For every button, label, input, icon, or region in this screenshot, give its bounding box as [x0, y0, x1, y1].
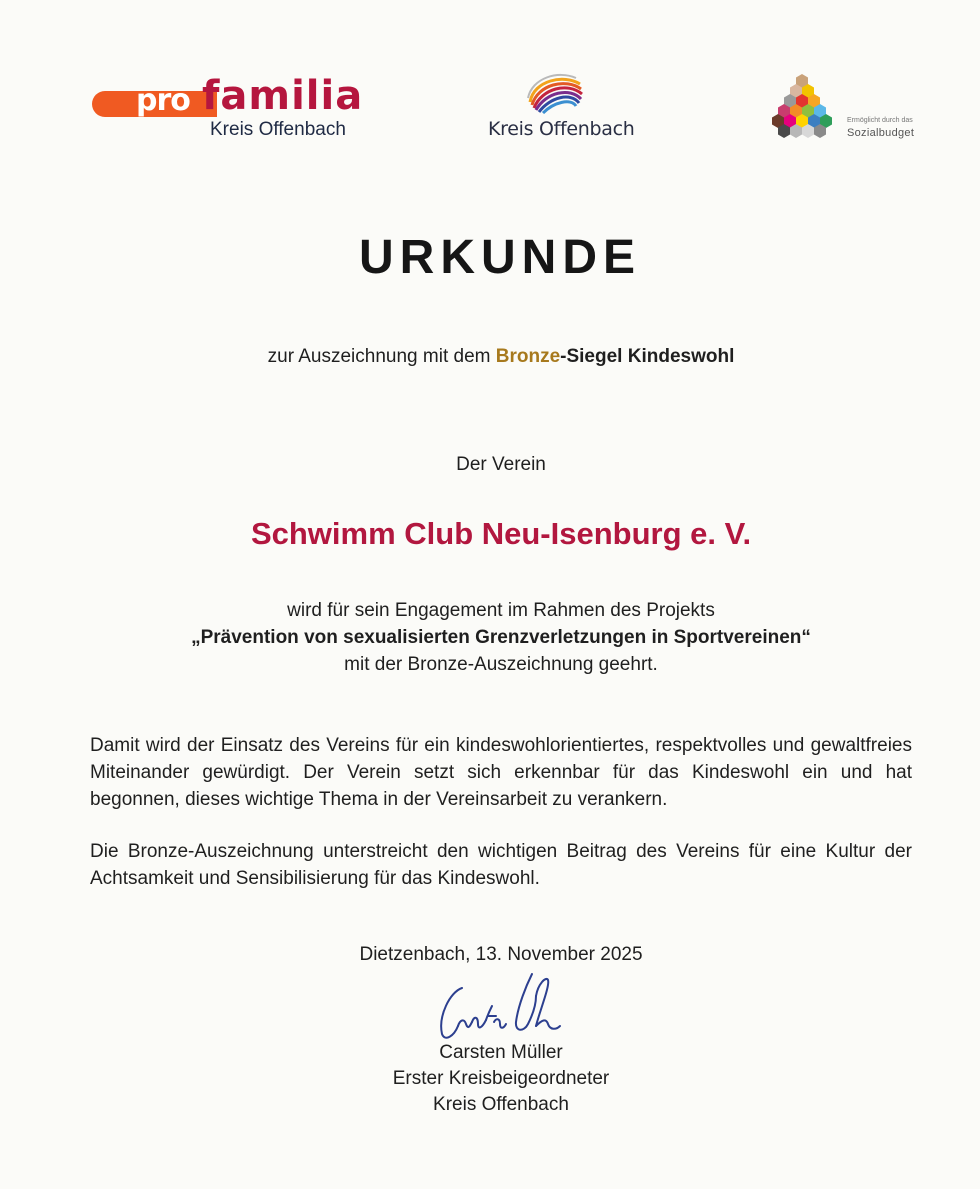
profamilia-logo-familia: familia [202, 73, 364, 119]
paragraph-1: Damit wird der Einsatz des Vereins für ein kindeswohlorientiertes, respektvolles und gewaltfreies Miteinander gewürdigt. Der Verein setzt sich erkennbar für das Kindeswohl ein und hat begonnen, dieses wichtige Thema in der Vereinsarbeit zu verankern. [90, 735, 912, 810]
kreis-offenbach-logo [480, 72, 640, 144]
project-statement [0, 597, 980, 678]
club-name: Schwimm Club Neu-Isenburg e. V. [250, 516, 752, 551]
subtitle-suffix: -Siegel Kindeswohl [560, 346, 735, 367]
certificate-subtitle [0, 346, 980, 368]
sozialbudget-hexagon-icon [772, 72, 844, 140]
profamilia-logo [92, 73, 382, 142]
certificate-title: URKUNDE [359, 231, 641, 284]
kreis-offenbach-swirl-icon [524, 72, 586, 114]
project-line-3: mit der Bronze-Auszeichnung geehrt. [344, 654, 658, 675]
profamilia-logo-subtitle: Kreis Offenbach [210, 119, 346, 140]
project-line-1: wird für sein Engagement im Rahmen des Projekts [287, 600, 715, 621]
sozialbudget-logo [772, 72, 932, 144]
paragraph-2: Die Bronze-Auszeichnung unterstreicht den wichtigen Beitrag des Vereins für eine Kultur der Achtsamkeit und Sensibilisierung für das Kindeswohl. [90, 841, 912, 889]
verein-label: Der Verein [456, 454, 546, 475]
signatory-name: Carsten Müller [439, 1042, 563, 1063]
signature [432, 966, 572, 1046]
signatory-role: Erster Kreisbeigeordneter [392, 1068, 610, 1089]
subtitle-prefix: zur Auszeichnung mit dem [267, 346, 496, 367]
subtitle-bronze: Bronze [495, 346, 561, 367]
signatory-org: Kreis Offenbach [433, 1094, 569, 1115]
profamilia-logo-pro: pro [136, 83, 190, 118]
place-date: Dietzenbach, 13. November 2025 [359, 944, 643, 965]
sozialbudget-logo-small-text: Ermöglicht durch das [847, 117, 913, 124]
signatory-block [0, 1040, 980, 1118]
project-line-2: „Prävention von sexualisierten Grenzverletzungen in Sportvereinen“ [191, 627, 811, 648]
kreis-offenbach-logo-text: Kreis Offenbach [488, 118, 635, 140]
sozialbudget-logo-text: Sozialbudget [847, 127, 915, 139]
